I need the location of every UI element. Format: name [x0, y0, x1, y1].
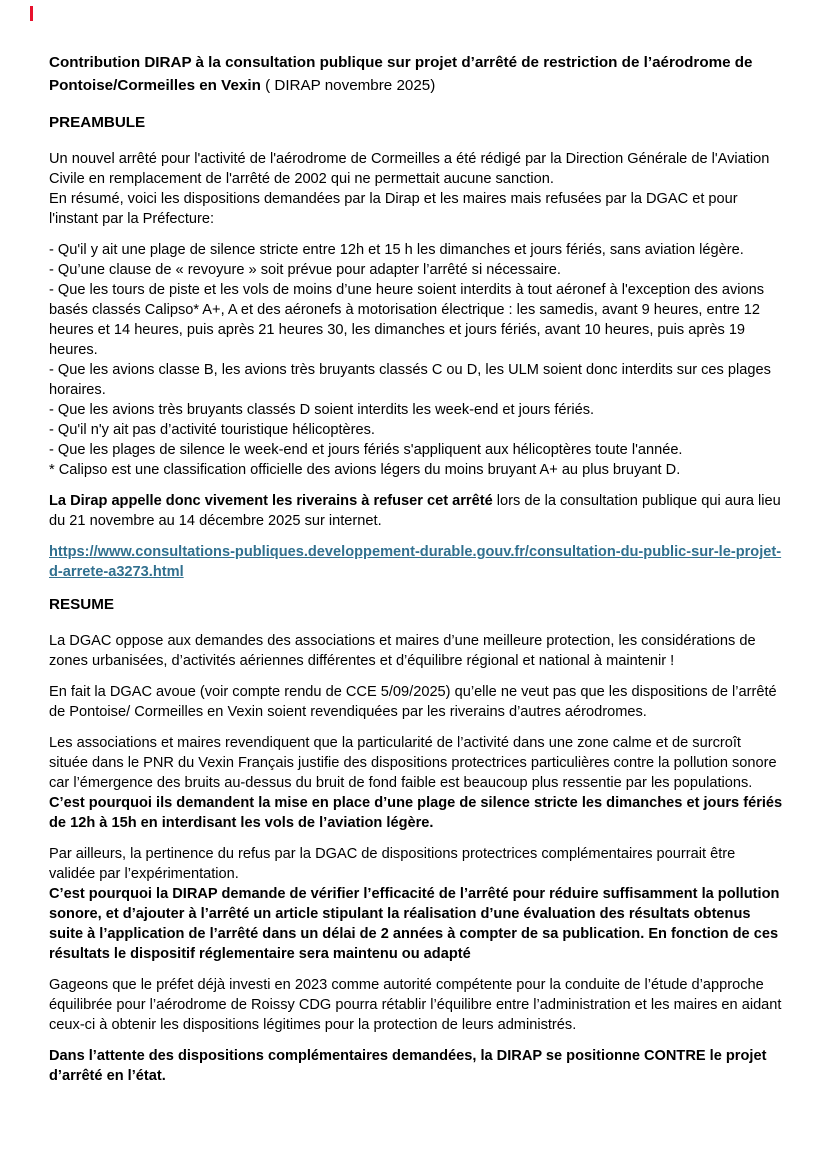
- consultation-link-paragraph: [49, 542, 783, 582]
- resume-paragraph-dgac-oppose: La DGAC oppose aux demandes des associations et maires d’une meilleure protection, les considérations de zones urbanisées, d’activités aériennes différentes et d’équilibre régional et national à maintenir !: [49, 633, 756, 669]
- document-page: [49, 51, 783, 1097]
- section-heading-preambule: PREAMBULE: [49, 114, 146, 131]
- appeal-normal-text: lors de la consultation publique qui aura lieu du 21 novembre au 14 décembre 2025 sur internet.: [49, 493, 781, 529]
- revision-mark: [30, 6, 33, 21]
- document-title: [49, 51, 783, 97]
- associations-bold-demand: C’est pourquoi ils demandent la mise en place d’une plage de silence stricte les dimanches et jours fériés de 12h à 15h en interdisant les vols de l’aviation légère.: [49, 795, 783, 831]
- demand-item: - Qu'il n'y ait pas d’activité touristique hélicoptères.: [49, 422, 375, 438]
- preambule-intro-line-2: En résumé, voici les dispositions demandées par la Dirap et les maires mais refusées par la DGAC et pour l'instant par la Préfecture:: [49, 191, 738, 227]
- demand-item: - Qu’une clause de « revoyure » soit prévue pour adapter l’arrêté si nécessaire.: [49, 262, 561, 278]
- resume-paragraph-gageons: Gageons que le préfet déjà investi en 2023 comme autorité compétente pour la conduite de l’étude d’approche équilibrée pour l’aérodrome de Roissy CDG pourra rétablir l’équilibre entre l’administration et les maires en aidant ceux-ci à obtenir les dispositions légitimes pour la protection de leurs administrés.: [49, 977, 782, 1033]
- preambule-intro-paragraph: [49, 149, 783, 229]
- pertinence-normal-text: Par ailleurs, la pertinence du refus par la DGAC de dispositions protectrices complémentaires pourrait être validée par l’expérimentation.: [49, 846, 736, 882]
- demands-list: [49, 240, 783, 480]
- pertinence-bold-demand: C’est pourquoi la DIRAP demande de vérifier l’efficacité de l’arrêté pour réduire suffisamment la pollution sonore, et d’ajouter à l’arrêté un article stipulant la réalisation d’une évaluation des résultats obtenus suite à l’application de l’arrêté dans un délai de 2 années à compter de sa publication. En fonction de ces résultats le dispositif réglementaire sera maintenu ou adapté: [49, 886, 780, 962]
- resume-paragraph-dgac-avoue: En fait la DGAC avoue (voir compte rendu de CCE 5/09/2025) qu’elle ne veut pas que les dispositions de l’arrêté de Pontoise/ Cormeilles en Vexin soient revendiquées par les riverains d’autres aérodromes.: [49, 684, 777, 720]
- calipso-footnote: * Calipso est une classification officielle des avions légers du moins bruyant A+ au plus bruyant D.: [49, 462, 681, 478]
- conclusion-paragraph: Dans l’attente des dispositions complémentaires demandées, la DIRAP se positionne CONTRE le projet d’arrêté en l’état.: [49, 1048, 767, 1084]
- consultation-link[interactable]: https://www.consultations-publiques.developpement-durable.gouv.fr/consultation-du-public-sur-le-projet-d-arrete-a3273.html: [49, 544, 782, 580]
- preambule-intro-line-1: Un nouvel arrêté pour l'activité de l'aérodrome de Cormeilles a été rédigé par la Direction Générale de l'Aviation Civile en remplacement de l'arrêté de 2002 qui ne permettait aucune sanction.: [49, 151, 770, 187]
- demand-item: - Que les avions classe B, les avions très bruyants classés C ou D, les ULM soient donc interdits sur ces plages horaires.: [49, 362, 771, 398]
- document-title-main: Contribution DIRAP à la consultation publique sur projet d’arrêté de restriction de l’aérodrome de Pontoise/Cormeilles en Vexin: [49, 54, 753, 94]
- section-heading-resume: RESUME: [49, 596, 114, 613]
- demand-item: - Qu'il y ait une plage de silence stricte entre 12h et 15 h les dimanches et jours fériés, sans aviation légère.: [49, 242, 744, 258]
- resume-paragraph-pertinence: [49, 844, 783, 964]
- associations-normal-text: Les associations et maires revendiquent que la particularité de l’activité dans une zone calme et de surcroît située dans le PNR du Vexin Français justifie des dispositions protectrices particulières contre la pollution sonore car l’émergence des bruits au-dessus du bruit de fond faible est beaucoup plus ressentie par les populations.: [49, 735, 777, 791]
- document-title-suffix: ( DIRAP novembre 2025): [260, 77, 436, 94]
- demand-item: - Que les avions très bruyants classés D soient interdits les week-end et jours fériés.: [49, 402, 595, 418]
- demand-item: - Que les tours de piste et les vols de moins d’une heure soient interdits à tout aéronef à l'exception des avions basés classés Calipso* A+, A et des aéronefs à motorisation électrique : les samedis, avant 9 heures, entre 12 heures et 14 heures, puis après 21 heures 30, les dimanches et jours fériés, avant 10 heures, puis après 19 heures.: [49, 282, 765, 358]
- demand-item: - Que les plages de silence le week-end et jours fériés s'appliquent aux hélicoptères toute l'année.: [49, 442, 683, 458]
- resume-paragraph-associations: [49, 733, 783, 833]
- appeal-paragraph: [49, 491, 783, 531]
- appeal-bold-text: La Dirap appelle donc vivement les riverains à refuser cet arrêté: [49, 493, 493, 509]
